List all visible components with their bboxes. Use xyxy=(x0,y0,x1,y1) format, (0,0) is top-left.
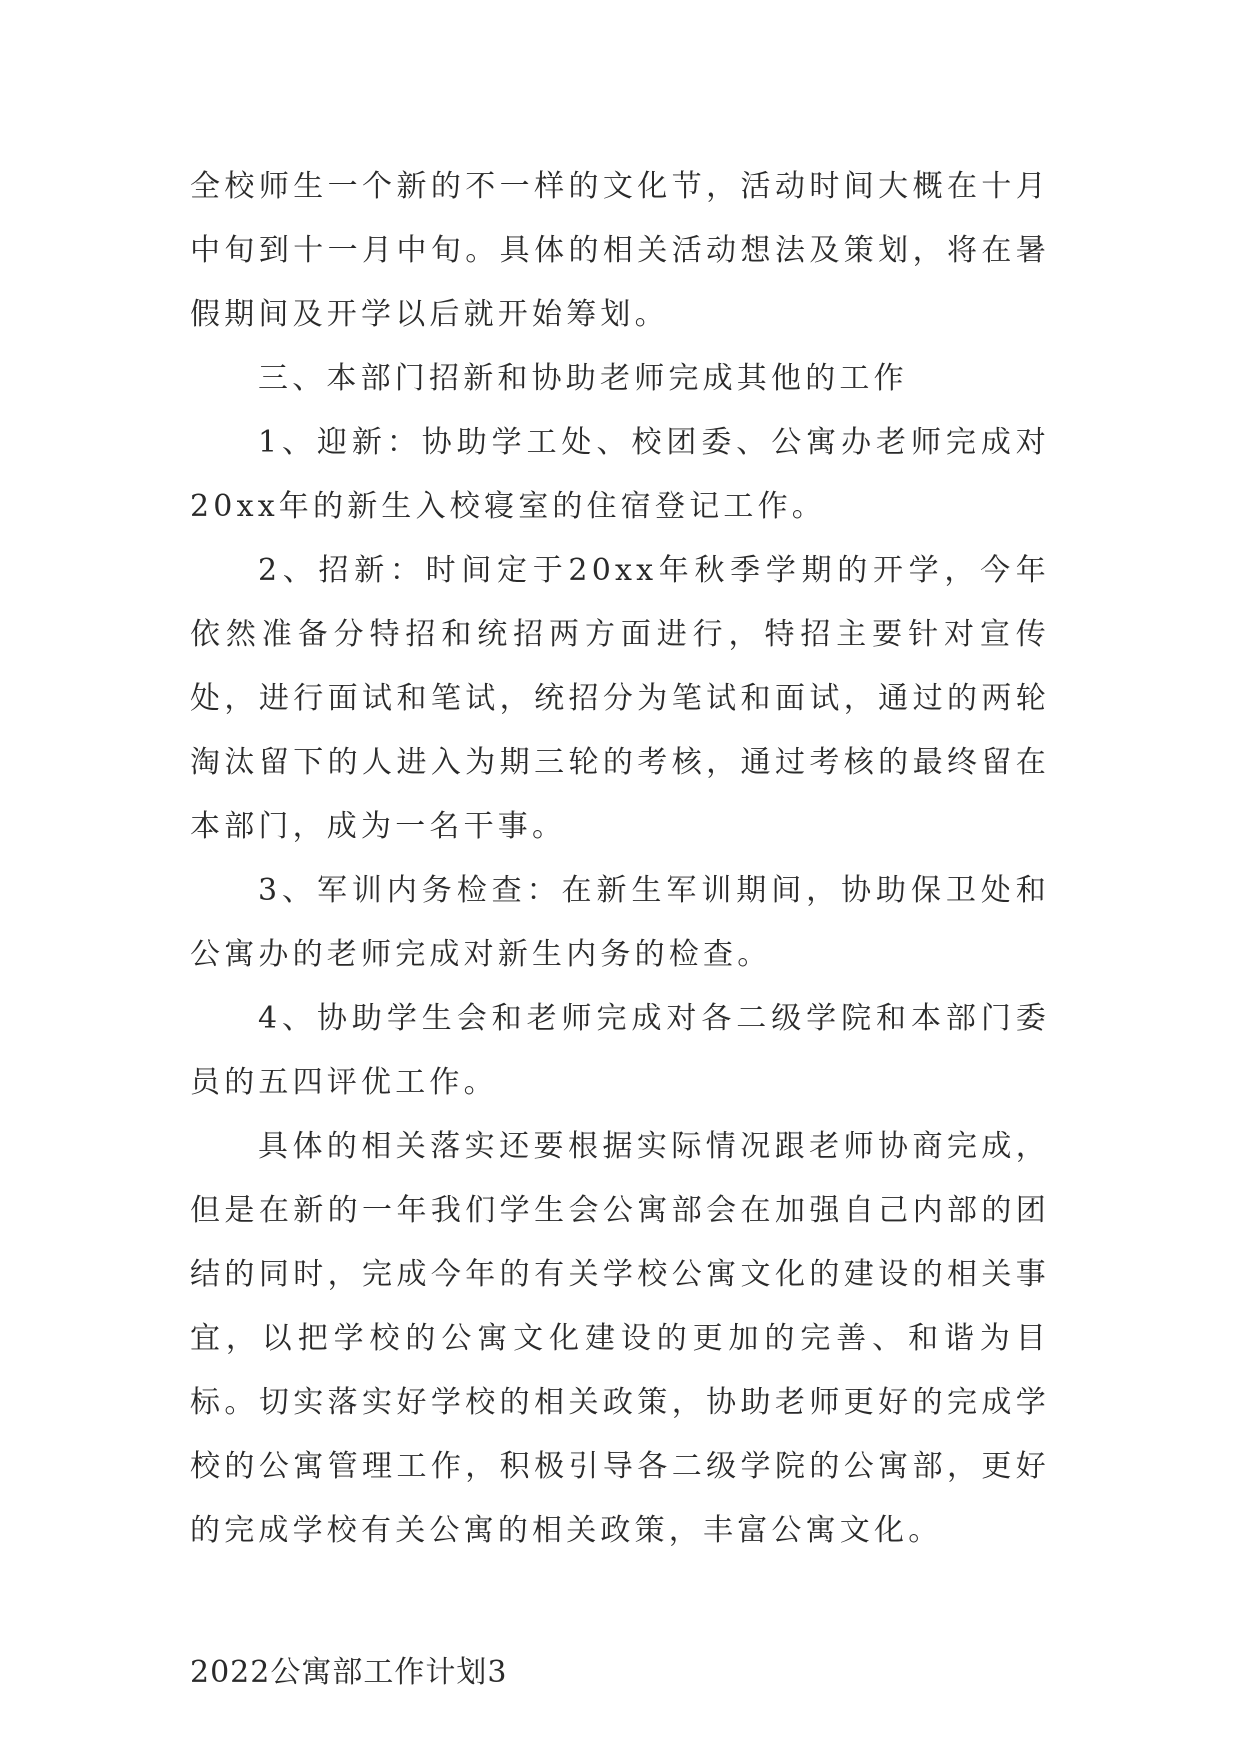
paragraph-intro: 全校师生一个新的不一样的文化节，活动时间大概在十月中旬到十一月中旬。具体的相关活动想法及策划，将在暑假期间及开学以后就开始筹划。 xyxy=(190,169,1050,332)
paragraph-item-2: 2、招新：时间定于20xx年秋季学期的开学，今年依然准备分特招和统招两方面进行，特招主要针对宣传处，进行面试和笔试，统招分为笔试和面试，通过的两轮淘汰留下的人进入为期三轮的考核，通过考核的最终留在本部门，成为一名干事。 xyxy=(190,553,1050,844)
next-section-title: 2022公寓部工作计划3 xyxy=(190,1655,508,1690)
paragraph-item-3: 3、军训内务检查：在新生军训期间，协助保卫处和公寓办的老师完成对新生内务的检查。 xyxy=(190,873,1050,972)
section-heading-recruitment: 三、本部门招新和协助老师完成其他的工作 xyxy=(258,361,908,396)
paragraph-item-1: 1、迎新：协助学工处、校团委、公寓办老师完成对20xx年的新生入校寝室的住宿登记工作。 xyxy=(190,425,1050,524)
paragraph-item-4: 4、协助学生会和老师完成对各二级学院和本部门委员的五四评优工作。 xyxy=(190,1001,1050,1100)
paragraph-conclusion: 具体的相关落实还要根据实际情况跟老师协商完成，但是在新的一年我们学生会公寓部会在加强自己内部的团结的同时，完成今年的有关学校公寓文化的建设的相关事宜，以把学校的公寓文化建设的更加的完善、和谐为目标。切实落实好学校的相关政策，协助老师更好的完成学校的公寓管理工作，积极引导各二级学院的公寓部，更好的完成学校有关公寓的相关政策，丰富公寓文化。 xyxy=(190,1129,1050,1548)
document-body xyxy=(190,155,1050,1705)
